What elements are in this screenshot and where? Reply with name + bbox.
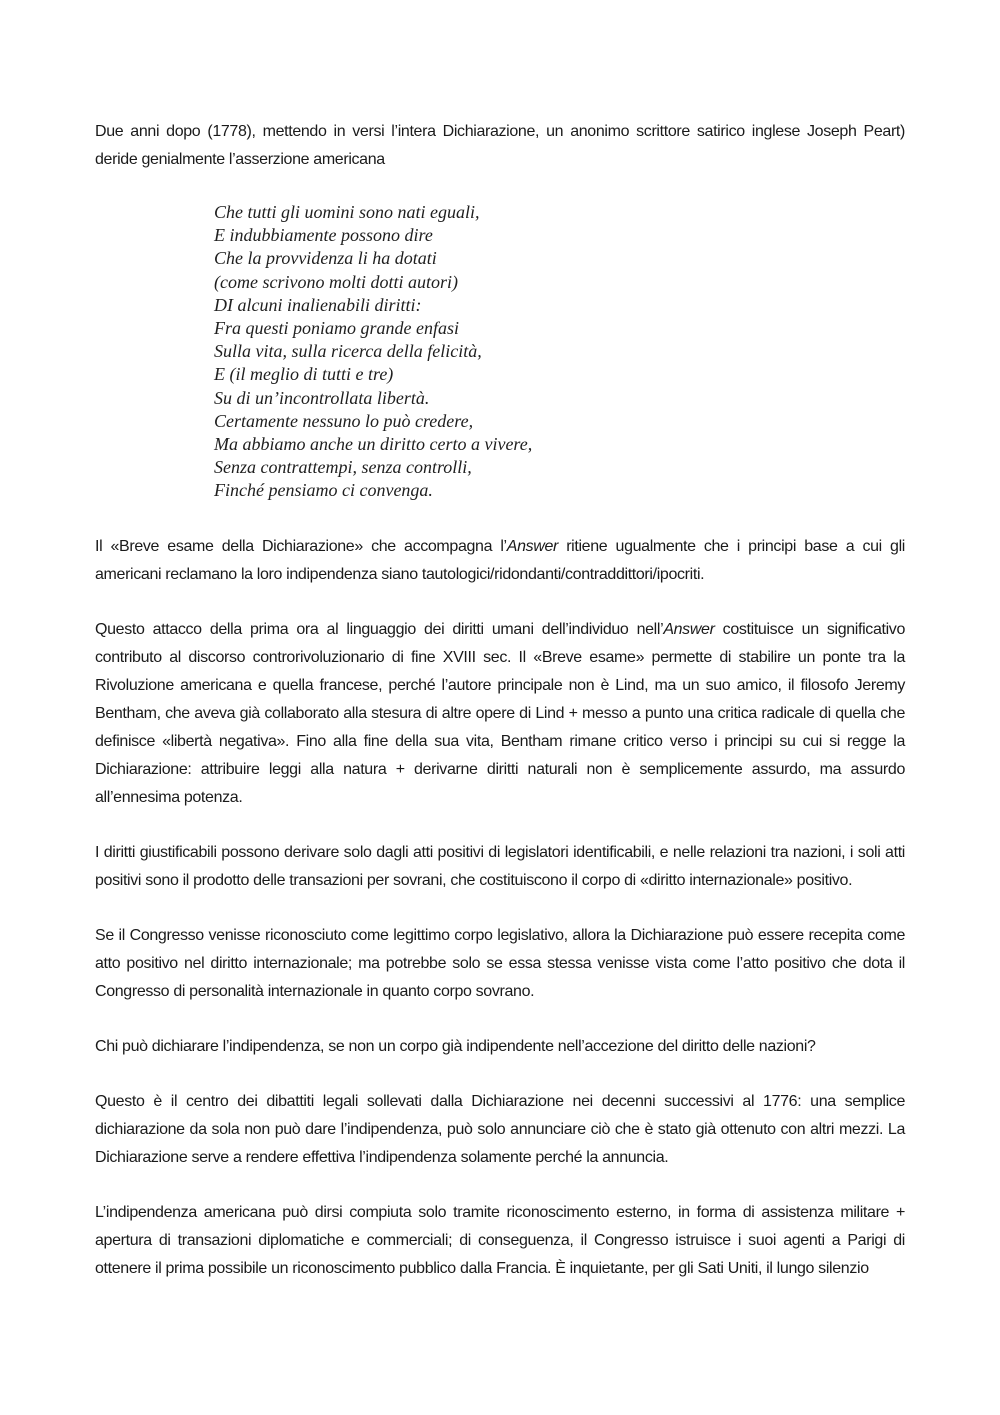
- poem-line: Che tutti gli uomini sono nati eguali,: [214, 202, 480, 222]
- answer-title: Answer: [506, 537, 559, 555]
- riconoscimento-paragraph: L’indipendenza americana può dirsi compiuta solo tramite riconoscimento esterno, in forma di assistenza militare + apertura di transazioni diplomatiche e commerciali; di conseguenza, il Congresso istruisce i suoi agenti a Parigi di ottenere il prima possibile un riconoscimento pubblico dalla Francia. È inquietante, per gli Sati Uniti, il lungo silenzio: [95, 1203, 905, 1277]
- poem-line: E (il meglio di tutti e tre): [214, 364, 394, 385]
- poem-line: Fra questi poniamo grande enfasi: [214, 318, 459, 339]
- poem-line: Sulla vita, sulla ricerca della felicità,: [214, 341, 482, 362]
- intro-paragraph: Due anni dopo (1778), mettendo in versi l’intera Dichiarazione, un anonimo scrittore satirico inglese Joseph Peart) deride genialmente l’asserzione americana: [95, 123, 905, 168]
- question-paragraph: Chi può dichiarare l’indipendenza, se non un corpo già indipendente nell’accezione del diritto delle nazioni?: [95, 1037, 816, 1055]
- bentham-paragraph: [95, 616, 905, 812]
- poem-line: Certamente nessuno lo può credere,: [214, 410, 474, 431]
- breve-esame-paragraph: [95, 533, 905, 589]
- paragraph-text: Il «Breve esame della Dichiarazione» che accompagna l’: [95, 537, 507, 555]
- poem-line: E indubbiamente possono dire: [214, 225, 433, 246]
- poem-line: Su di un’incontrollata libertà.: [214, 387, 430, 408]
- poem-line: Ma abbiamo anche un diritto certo a vivere,: [214, 434, 533, 455]
- poem-line: DI alcuni inalienabili diritti:: [214, 294, 422, 315]
- dibattiti-paragraph: Questo è il centro dei dibattiti legali sollevati dalla Dichiarazione nei decenni successivi al 1776: una semplice dichiarazione da sola non può dare l’indipendenza, può solo annunciare ciò che è stato già ottenuto con altri mezzi. La Dichiarazione serve a rendere effettiva l’indipendenza solamente perché la annuncia.: [95, 1092, 905, 1166]
- document-page: [95, 118, 905, 1310]
- paragraph-text: costituisce un significativo contributo al discorso controrivoluzionario di fine XVIII sec. Il «Breve esame» permette di stabilire un ponte tra la Rivoluzione americana e quella francese, perché l’autore principale non è Lind, ma un suo amico, il filosofo Jeremy Bentham, che aveva già collaborato alla stesura di altre opere di Lind + messo a punto una critica radicale di quella che definisce «libertà negativa». Fino alla fine della sua vita, Bentham rimane critico verso i principi su cui si regge la Dichiarazione: attribuire leggi alla natura + derivarne diritti naturali non è semplicemente assurdo, ma assurdo all’ennesima potenza.: [95, 620, 905, 806]
- answer-title: Answer: [663, 620, 715, 638]
- poem-line: Senza contrattempi, senza controlli,: [214, 457, 472, 478]
- paragraph-text: Questo attacco della prima ora al linguaggio dei diritti umani dell’individuo nell’: [95, 620, 664, 638]
- paragraph-text: ritiene ugualmente che i principi base a cui gli americani reclamano la loro indipendenza siano tautologici/ridondanti/contraddittori/ipocriti.: [95, 537, 905, 583]
- poem-line: Che la provvidenza li ha dotati: [214, 248, 437, 269]
- poem-block: [214, 201, 905, 503]
- congresso-paragraph: Se il Congresso venisse riconosciuto come legittimo corpo legislativo, allora la Dichiarazione può essere recepita come atto positivo nel diritto internazionale; ma potrebbe solo se essa stessa venisse vista come l’atto positivo che dota il Congresso di personalità internazionale in quanto corpo sovrano.: [95, 926, 905, 1000]
- diritti-paragraph: I diritti giustificabili possono derivare solo dagli atti positivi di legislatori identificabili, e nelle relazioni tra nazioni, i soli atti positivi sono il prodotto delle transazioni per sovrani, che costituiscono il corpo di «diritto internazionale» positivo.: [95, 843, 905, 889]
- poem-line: (come scrivono molti dotti autori): [214, 271, 458, 292]
- poem-line: Finché pensiamo ci convenga.: [214, 480, 433, 501]
